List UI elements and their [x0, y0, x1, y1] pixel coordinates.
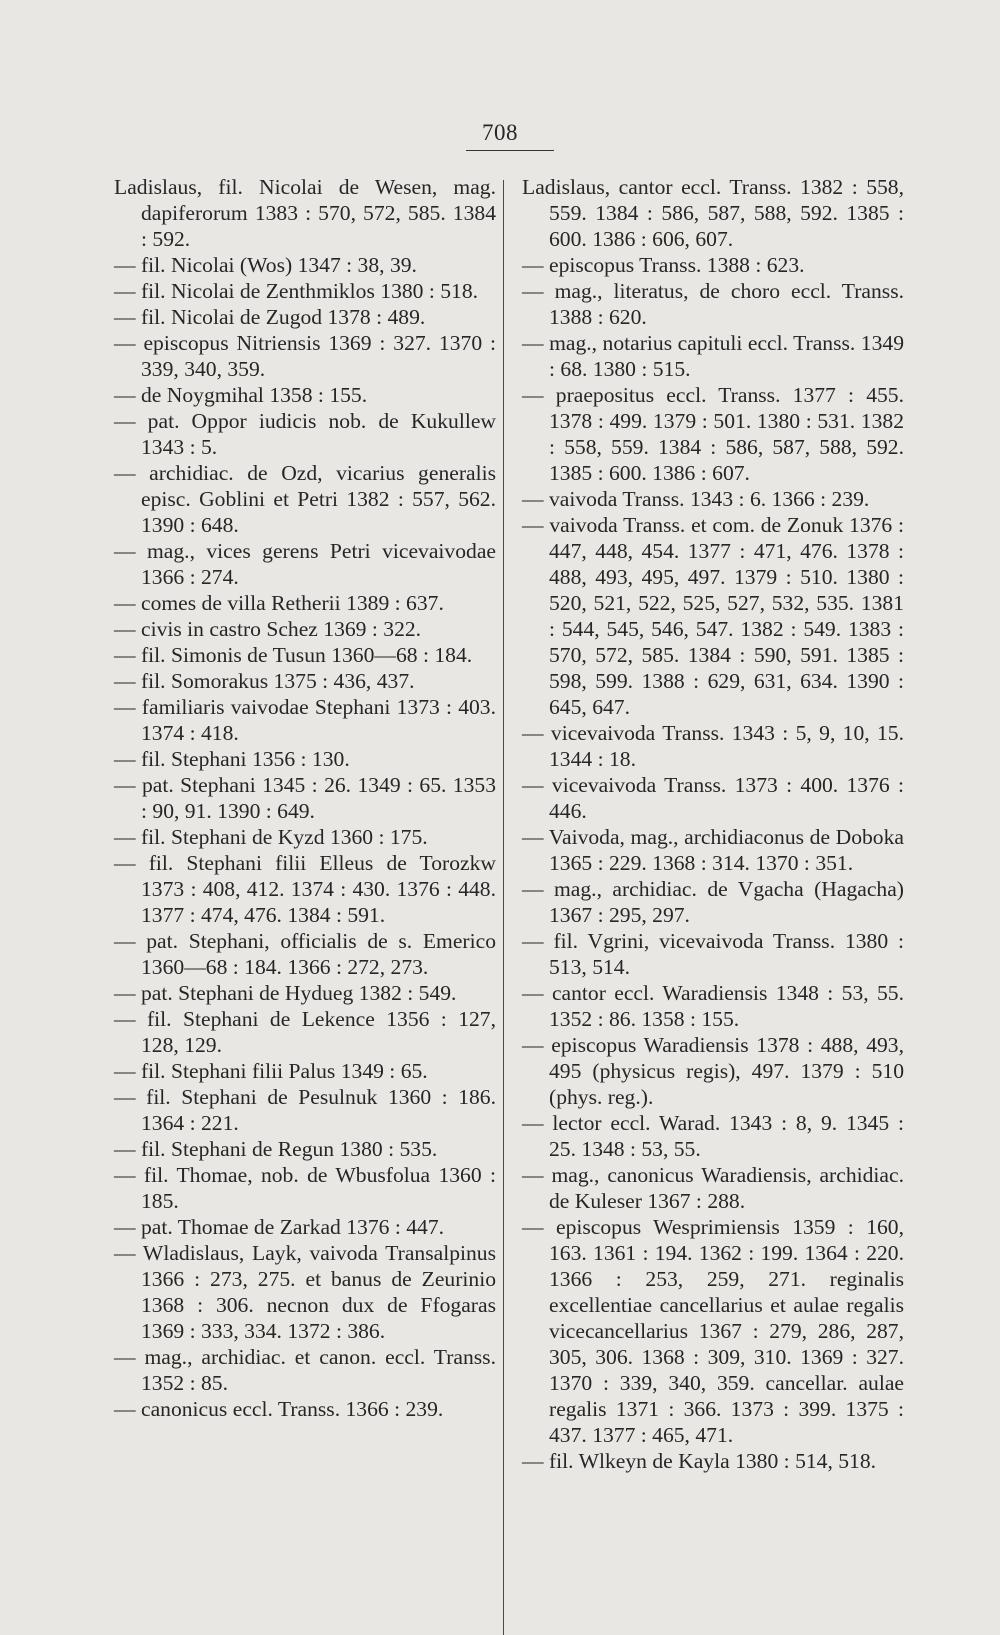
- index-entry: — fil. Simonis de Tusun 1360—68 : 184.: [114, 643, 473, 667]
- index-entry: — mag., notarius capituli eccl. Transs. 1349 : 68. 1380 : 515.: [522, 331, 904, 381]
- index-entry: — fil. Stephani de Lekence 1356 : 127, 128, 129.: [114, 1007, 496, 1057]
- index-entry: — fil. Somorakus 1375 : 436, 437.: [114, 669, 415, 693]
- index-entry: — Wladislaus, Layk, vaivoda Transalpinus 1366 : 273, 275. et banus de Zeurinio 1368 : 306. necnon dux de Ffogaras 1369 : 333, 334. 1372 : 386.: [114, 1241, 496, 1343]
- index-entry: — vaivoda Transs. 1343 : 6. 1366 : 239.: [522, 487, 870, 511]
- index-entry: Ladislaus, cantor eccl. Transs. 1382 : 558, 559. 1384 : 586, 587, 588, 592. 1385 : 600. 1386 : 606, 607.: [522, 175, 904, 251]
- index-entry: — comes de villa Retherii 1389 : 637.: [114, 591, 444, 615]
- index-entry: — fil. Stephani 1356 : 130.: [114, 747, 350, 771]
- index-entry: — pat. Stephani, officialis de s. Emerico 1360—68 : 184. 1366 : 272, 273.: [114, 929, 496, 979]
- index-entry: — praepositus eccl. Transs. 1377 : 455. 1378 : 499. 1379 : 501. 1380 : 531. 1382 : 558, 559. 1384 : 586, 587, 588, 592. 1385 : 600. 1386 : 607.: [522, 383, 904, 485]
- index-entry: — fil. Thomae, nob. de Wbusfolua 1360 : 185.: [114, 1163, 496, 1213]
- index-entry: — Vaivoda, mag., archidiaconus de Doboka 1365 : 229. 1368 : 314. 1370 : 351.: [522, 825, 904, 875]
- index-column-right: [522, 174, 904, 1474]
- index-entry: — fil. Stephani de Pesulnuk 1360 : 186. 1364 : 221.: [114, 1085, 496, 1135]
- page-number-rule: [466, 150, 554, 151]
- index-entry: — fil. Vgrini, vicevaivoda Transs. 1380 : 513, 514.: [522, 929, 904, 979]
- index-entry: — episcopus Nitriensis 1369 : 327. 1370 : 339, 340, 359.: [114, 331, 496, 381]
- index-entry: — vicevaivoda Transs. 1373 : 400. 1376 : 446.: [522, 773, 904, 823]
- index-entry: — mag., archidiac. de Vgacha (Hagacha) 1367 : 295, 297.: [522, 877, 904, 927]
- page-number: 708: [482, 120, 518, 145]
- index-entry: — mag., archidiac. et canon. eccl. Transs. 1352 : 85.: [114, 1345, 496, 1395]
- index-entry: — episcopus Waradiensis 1378 : 488, 493, 495 (physicus regis), 497. 1379 : 510 (phys. reg.).: [522, 1033, 904, 1109]
- index-entry: — mag., canonicus Waradiensis, archidiac. de Kuleser 1367 : 288.: [522, 1163, 904, 1213]
- index-column-left: [114, 174, 496, 1422]
- index-entry: — fil. Stephani de Kyzd 1360 : 175.: [114, 825, 428, 849]
- index-entry: — fil. Nicolai de Zenthmiklos 1380 : 518.: [114, 279, 479, 303]
- index-entry: — cantor eccl. Waradiensis 1348 : 53, 55. 1352 : 86. 1358 : 155.: [522, 981, 904, 1031]
- index-entry: — episcopus Transs. 1388 : 623.: [522, 253, 805, 277]
- index-entry: — vicevaivoda Transs. 1343 : 5, 9, 10, 15. 1344 : 18.: [522, 721, 904, 771]
- index-entry: — lector eccl. Warad. 1343 : 8, 9. 1345 : 25. 1348 : 53, 55.: [522, 1111, 904, 1161]
- index-entry: — familiaris vaivodae Stephani 1373 : 403. 1374 : 418.: [114, 695, 496, 745]
- index-entry: — pat. Oppor iudicis nob. de Kukullew 1343 : 5.: [114, 409, 496, 459]
- index-entry: — pat. Stephani 1345 : 26. 1349 : 65. 1353 : 90, 91. 1390 : 649.: [114, 773, 496, 823]
- index-entry: — mag., vices gerens Petri vicevaivodae 1366 : 274.: [114, 539, 496, 589]
- column-divider: [503, 180, 504, 1635]
- index-entry: — archidiac. de Ozd, vicarius generalis episc. Goblini et Petri 1382 : 557, 562. 1390 : 648.: [114, 461, 496, 537]
- index-entry: — vaivoda Transs. et com. de Zonuk 1376 : 447, 448, 454. 1377 : 471, 476. 1378 : 488, 493, 495, 497. 1379 : 510. 1380 : 520, 521, 522, 525, 527, 532, 535. 1381 : 544, 545, 546, 547. 1382 : 549. 1383 : 570, 572, 585. 1384 : 590, 591. 1385 : 598, 599. 1388 : 629, 631, 634. 1390 : 645, 647.: [522, 513, 904, 719]
- index-entry: — pat. Thomae de Zarkad 1376 : 447.: [114, 1215, 445, 1239]
- index-entry: — fil. Wlkeyn de Kayla 1380 : 514, 518.: [522, 1449, 877, 1473]
- index-entry: — fil. Nicolai (Wos) 1347 : 38, 39.: [114, 253, 417, 277]
- index-entry: Ladislaus, fil. Nicolai de Wesen, mag. dapiferorum 1383 : 570, 572, 585. 1384 : 592.: [114, 175, 496, 251]
- index-entry: — fil. Stephani filii Palus 1349 : 65.: [114, 1059, 428, 1083]
- index-entry: — mag., literatus, de choro eccl. Transs. 1388 : 620.: [522, 279, 904, 329]
- index-entry: — civis in castro Schez 1369 : 322.: [114, 617, 422, 641]
- index-entry: — fil. Stephani de Regun 1380 : 535.: [114, 1137, 438, 1161]
- index-entry: — de Noygmihal 1358 : 155.: [114, 383, 368, 407]
- index-entry: — fil. Stephani filii Elleus de Torozkw 1373 : 408, 412. 1374 : 430. 1376 : 448. 1377 : 474, 476. 1384 : 591.: [114, 851, 496, 927]
- index-entry: — episcopus Wesprimiensis 1359 : 160, 163. 1361 : 194. 1362 : 199. 1364 : 220. 1366 : 253, 259, 271. reginalis excellentiae cancellarius et aulae regalis vicecancellarius 1367 : 279, 286, 287, 305, 306. 1368 : 309, 310. 1369 : 327. 1370 : 339, 340, 359. cancellar. aulae regalis 1371 : 366. 1373 : 399. 1375 : 437. 1377 : 465, 471.: [522, 1215, 904, 1447]
- index-entry: — pat. Stephani de Hydueg 1382 : 549.: [114, 981, 457, 1005]
- index-entry: — fil. Nicolai de Zugod 1378 : 489.: [114, 305, 426, 329]
- index-entry: — canonicus eccl. Transs. 1366 : 239.: [114, 1397, 444, 1421]
